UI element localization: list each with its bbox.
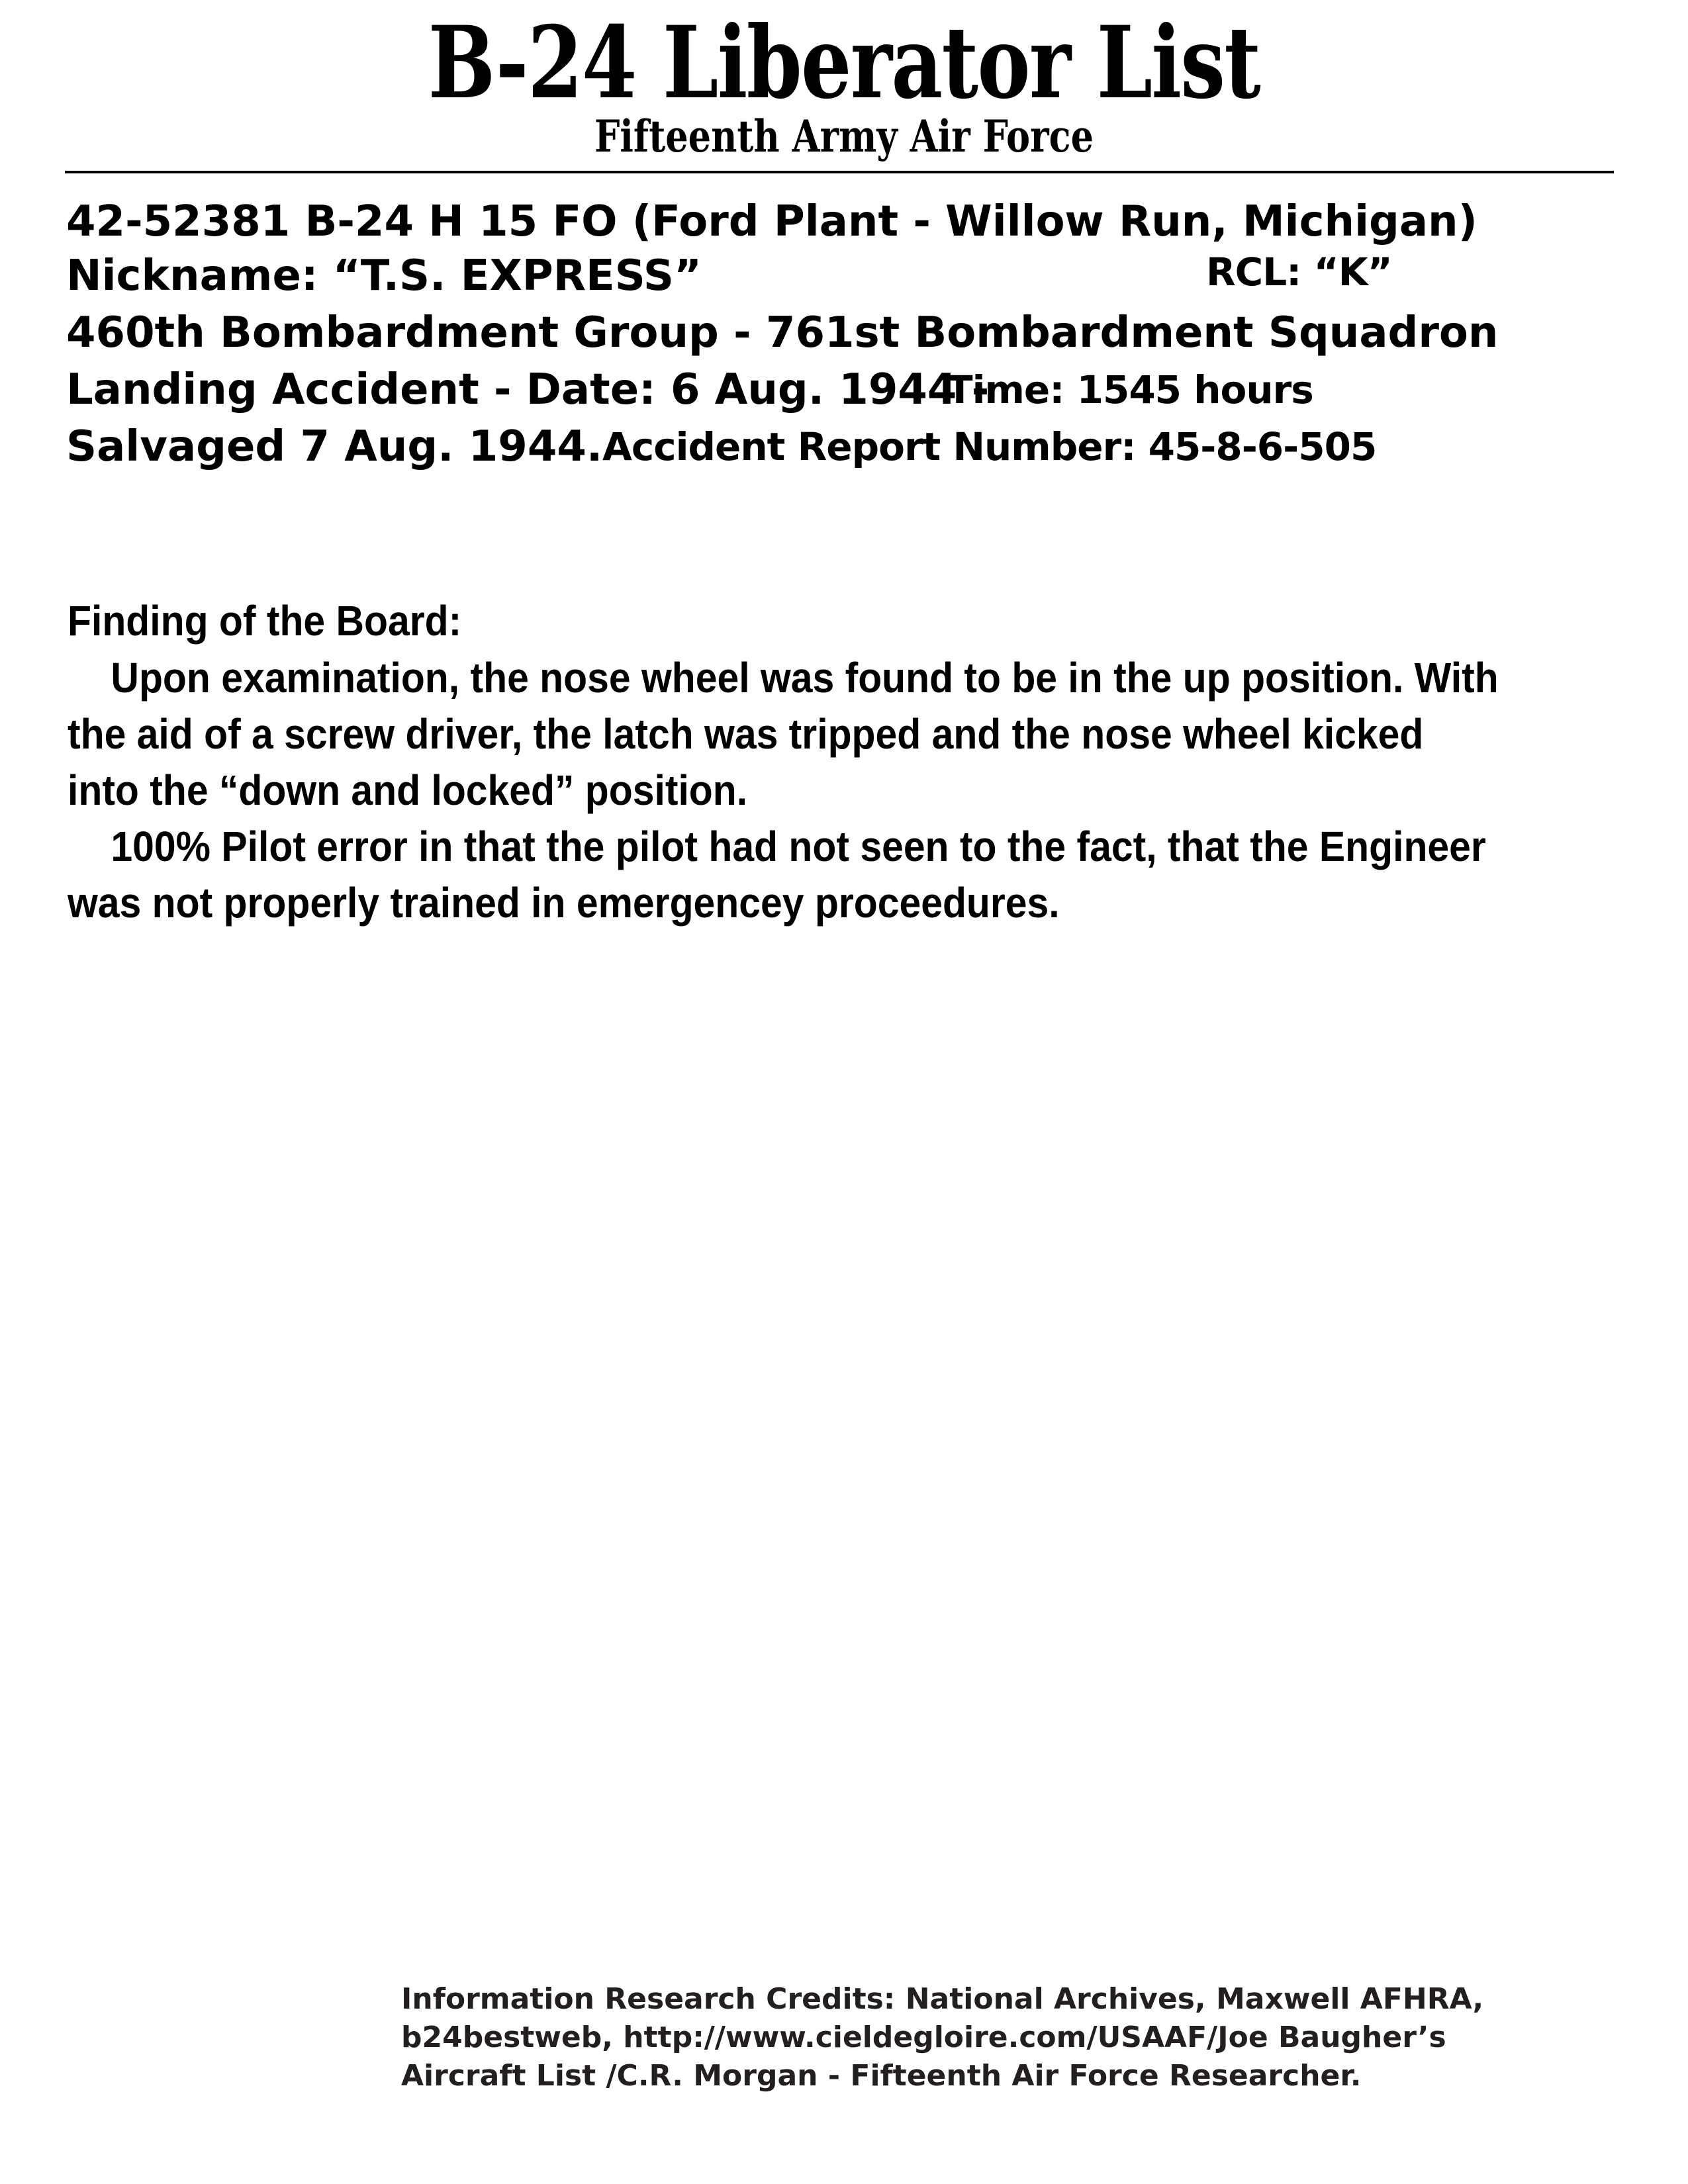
aircraft-unit: 460th Bombardment Group - 761st Bombardment Squadron — [66, 308, 1499, 357]
header-divider — [65, 171, 1614, 173]
credits-line: Information Research Credits: National Archives, Maxwell AFHRA, — [401, 1982, 1484, 2016]
page-subtitle: Fifteenth Army Air Force — [594, 111, 1094, 162]
finding-line: into the “down and locked” position. — [68, 766, 748, 814]
page-title: B-24 Liberator List — [428, 5, 1260, 121]
finding-line: was not properly trained in emergencey proceedures. — [68, 879, 1060, 927]
salvaged-date: Salvaged 7 Aug. 1944. — [66, 422, 603, 471]
aircraft-serial-line: 42-52381 B-24 H 15 FO (Ford Plant - Willow Run, Michigan) — [66, 197, 1477, 246]
finding-line: Upon examination, the nose wheel was found to be in the up position. With — [68, 654, 1499, 702]
accident-time: Time: 1545 hours — [947, 367, 1313, 412]
credits-line: Aircraft List /C.R. Morgan - Fifteenth Air Force Researcher. — [401, 2059, 1362, 2093]
accident-date: Landing Accident - Date: 6 Aug. 1944 - — [66, 365, 990, 414]
finding-line: 100% Pilot error in that the pilot had not seen to the fact, that the Engineer — [68, 823, 1486, 870]
credits-line: b24bestweb, http://www.cieldegloire.com/USAAF/Joe Baugher’s — [401, 2021, 1446, 2054]
finding-heading: Finding of the Board: — [68, 597, 462, 645]
aircraft-rcl: RCL: “K” — [1206, 250, 1392, 295]
finding-line: the aid of a screw driver, the latch was tripped and the nose wheel kicked — [68, 710, 1424, 758]
aircraft-nickname: Nickname: “T.S. EXPRESS” — [66, 251, 702, 300]
accident-report-number: Accident Report Number: 45-8-6-505 — [602, 424, 1377, 469]
